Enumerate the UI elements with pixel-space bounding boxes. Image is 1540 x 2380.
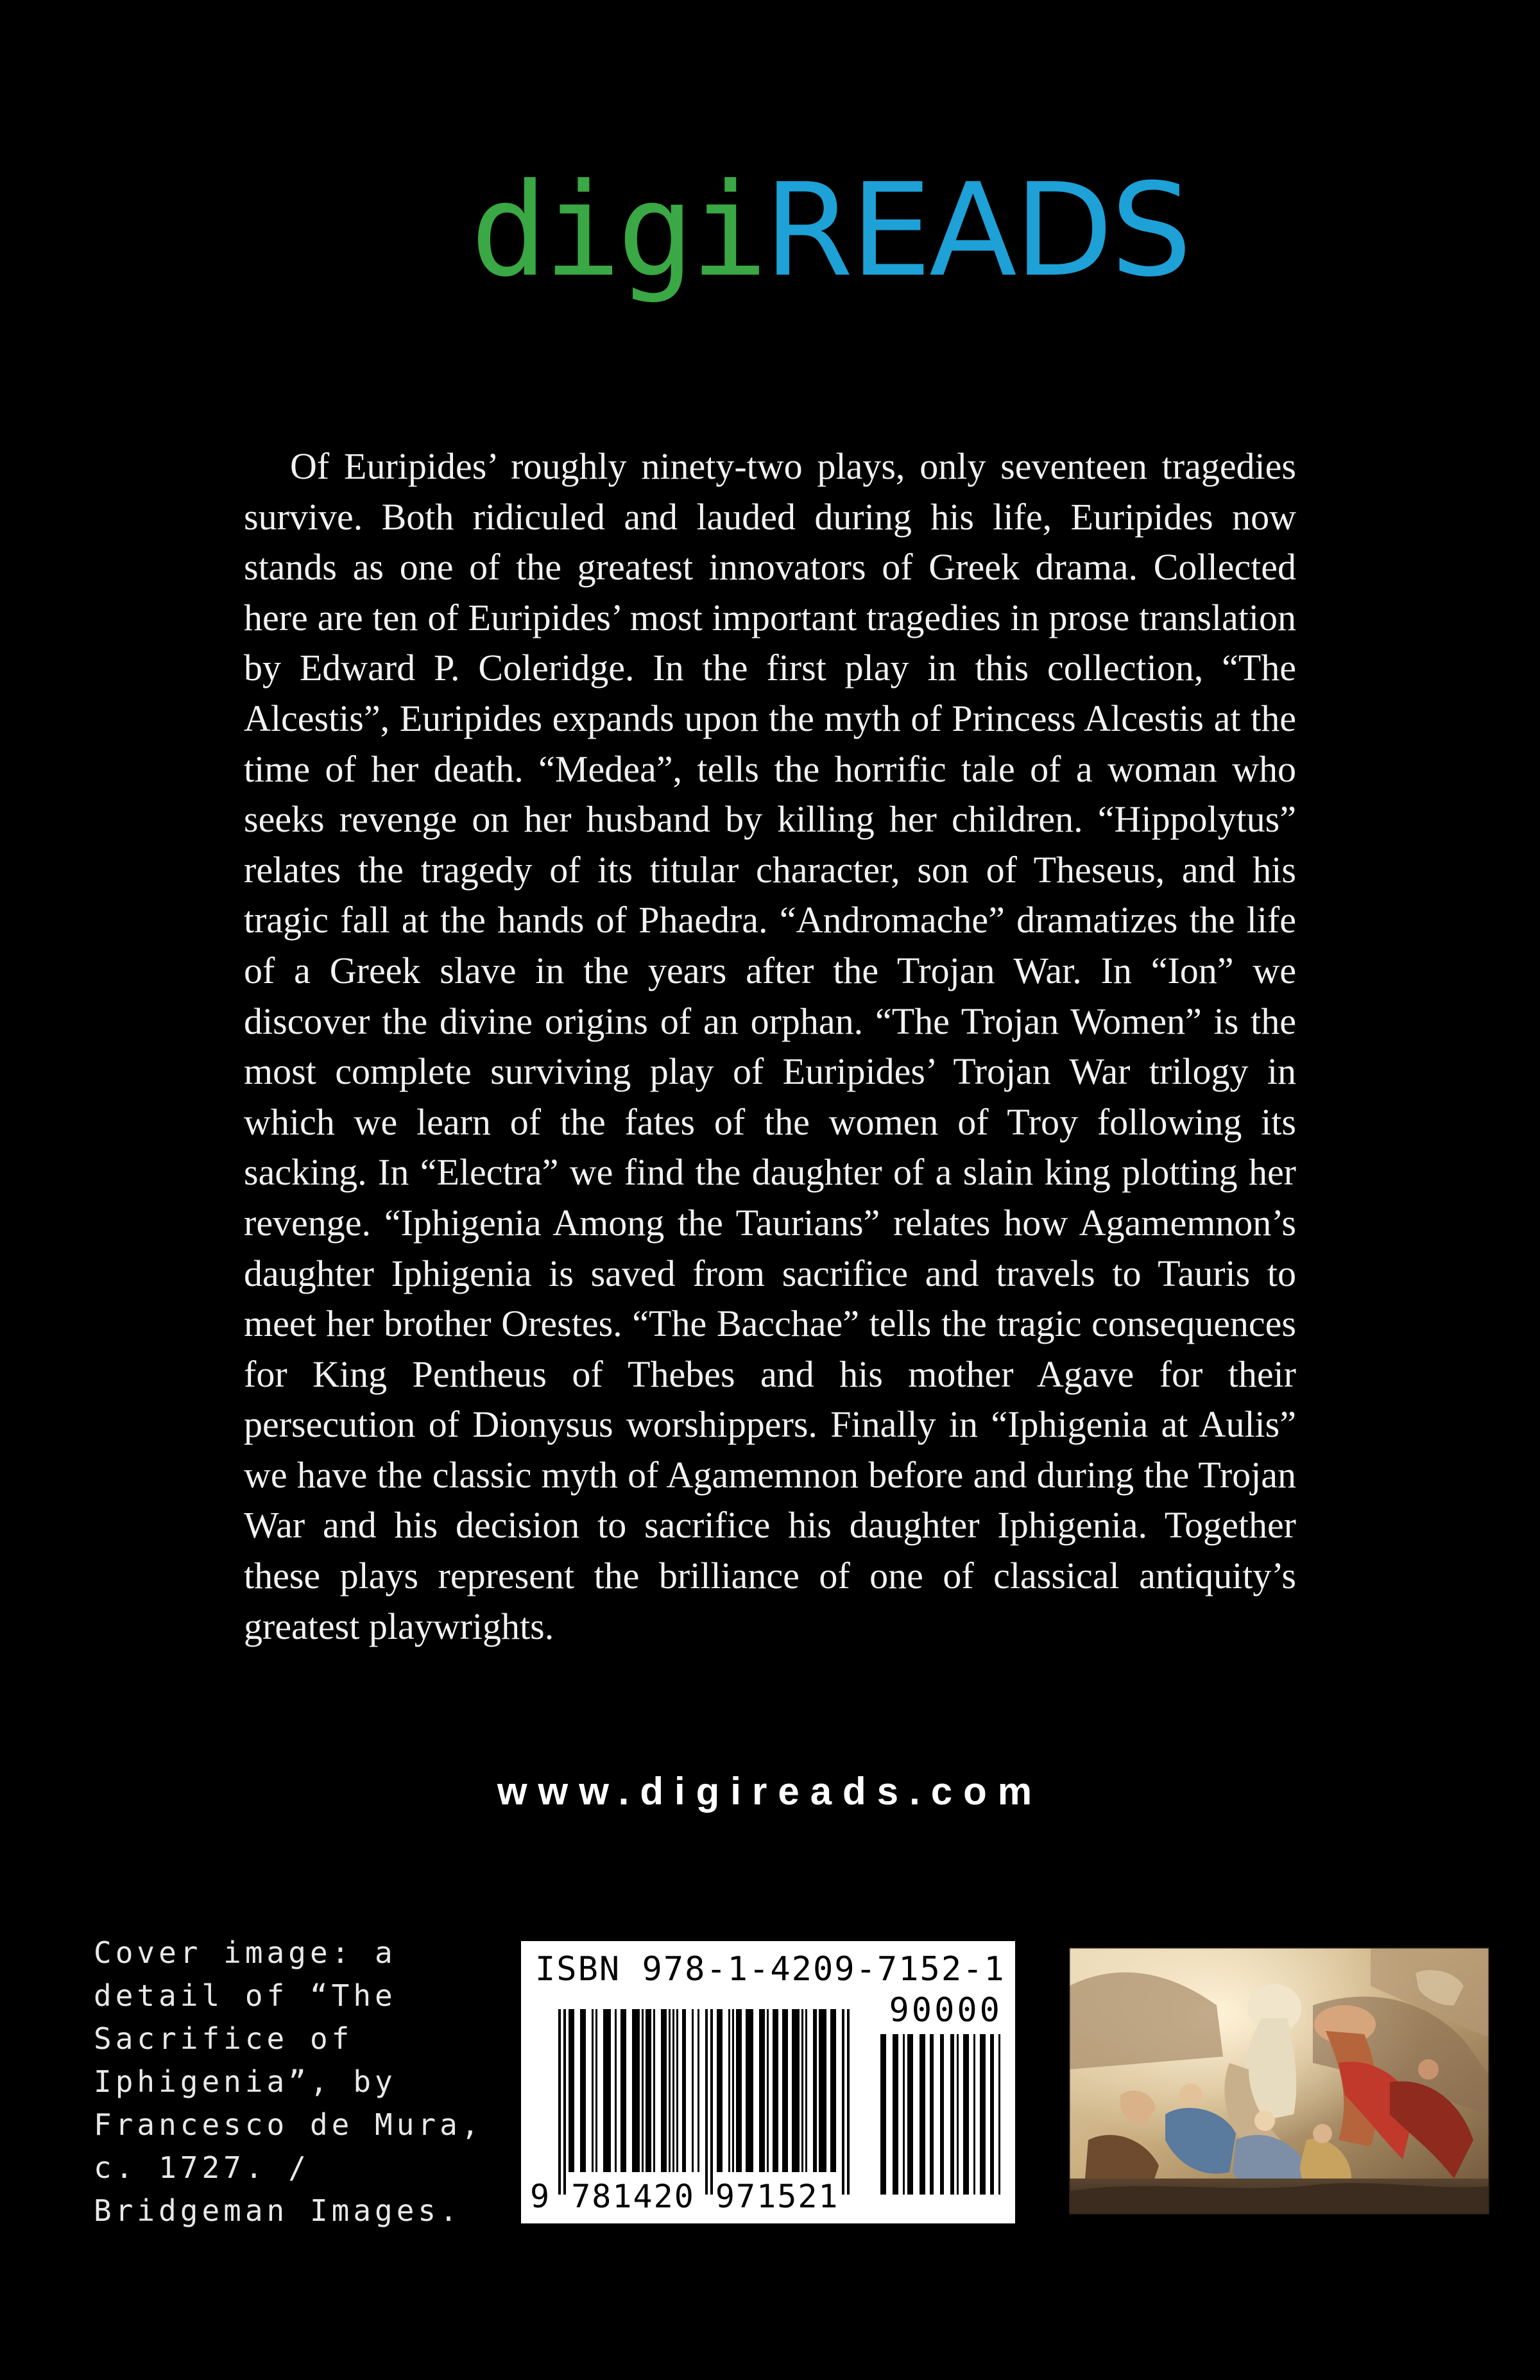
addon-bar bbox=[950, 2034, 954, 2195]
barcode-bar bbox=[705, 2009, 708, 2195]
barcode-bar bbox=[728, 2009, 730, 2172]
isbn-barcode bbox=[521, 1941, 1015, 2223]
logo-wordmark bbox=[470, 148, 1190, 316]
barcode-bar bbox=[661, 2009, 667, 2172]
price-code: 90000 bbox=[889, 1991, 1002, 2030]
barcode-bar bbox=[805, 2009, 807, 2172]
barcode-bar bbox=[580, 2009, 586, 2172]
barcode-bar bbox=[569, 2009, 574, 2172]
digireads-logo bbox=[470, 148, 1190, 314]
barcode-bar bbox=[710, 2009, 713, 2195]
addon-bar bbox=[930, 2034, 934, 2195]
barcode-bar bbox=[620, 2009, 626, 2172]
barcode-bar bbox=[717, 2009, 723, 2172]
barcode-bar bbox=[792, 2009, 800, 2172]
book-description: Of Euripides’ roughly ninety-two plays, only seventeen tragedies survive. Both ridiculed and lauded during his life, Euripides now stands as one of the greatest innovators of Greek drama. Collected here are ten of Euripides’ most important tragedies in prose translation by Edward P. Coleridge. In the first play in this collection, “The Alcestis”, Euripides expands upon the myth of Princess Alcestis at the time of her death. “Medea”, tells the horrific tale of a woman who seeks revenge on her husband by killing her children. “Hippolytus” relates the tragedy of its titular character, son of Theseus, and his tragic fall at the hands of Phaedra. “Andromache” dramatizes the life of a Greek slave in the years after the Trojan War. In “Ion” we discover the divine origins of an orphan. “The Trojan Women” is the most complete surviving play of Euripides’ Trojan War trilogy in which we learn of the fates of the women of Troy following its sacking. In “Electra” we find the daughter of a slain king plotting her revenge. “Iphigenia Among the Taurians” relates how Agamemnon’s daughter Iphigenia is saved from sacrifice and travels to Tauris to meet her brother Orestes. “The Bacchae” tells the tragic consequences for King Pentheus of Thebes and his mother Agave for their persecution of Dionysus worshippers. Finally in “Iphigenia at Aulis” we have the classic myth of Agamemnon before and during the Trojan War and his decision to sacrifice his daughter Iphigenia. Together these plays represent the brilliance of one of classical antiquity’s greatest playwrights. bbox=[244, 445, 1296, 1647]
painting-image bbox=[1069, 1948, 1489, 2214]
addon-bar bbox=[980, 2034, 986, 2195]
addon-bar bbox=[880, 2034, 886, 2195]
barcode-bar bbox=[697, 2009, 699, 2172]
barcode-bar bbox=[801, 2009, 803, 2172]
addon-bar bbox=[920, 2034, 925, 2195]
addon-bar bbox=[940, 2034, 944, 2195]
addon-bar bbox=[990, 2034, 994, 2195]
barcode-bar bbox=[830, 2009, 836, 2172]
barcode-bar bbox=[773, 2009, 778, 2172]
addon-bar bbox=[963, 2034, 969, 2195]
barcode-bar bbox=[603, 2009, 611, 2172]
barcode-bar bbox=[847, 2009, 850, 2195]
barcode-bar bbox=[563, 2009, 566, 2195]
website-url: www.digireads.com bbox=[497, 1770, 1043, 1813]
addon-bar bbox=[893, 2034, 898, 2195]
barcode-bar bbox=[767, 2009, 769, 2172]
addon-bar bbox=[903, 2034, 905, 2195]
painting-thumbnail bbox=[1069, 1948, 1489, 2214]
barcode-bar bbox=[736, 2009, 742, 2172]
isbn-number: ISBN 978-1-4209-7152-1 bbox=[535, 1950, 1005, 1989]
barcode-bar bbox=[819, 2009, 826, 2172]
addon-bar bbox=[973, 2034, 975, 2195]
barcode-bar bbox=[653, 2009, 655, 2172]
cover-image-credit: Cover image: a detail of “The Sacrifice of Iphigenia”, by Francesco de Mura, c. 1727. / Bridgeman Images. bbox=[94, 1935, 483, 2228]
barcode-bar bbox=[558, 2009, 561, 2195]
barcode-bar bbox=[746, 2009, 753, 2172]
barcode-bar bbox=[692, 2009, 694, 2172]
barcode-bar bbox=[732, 2009, 734, 2172]
barcode-bar bbox=[759, 2009, 765, 2172]
barcode-bar bbox=[676, 2009, 678, 2172]
barcode-bar bbox=[672, 2009, 674, 2172]
logo-reads: READS bbox=[764, 156, 1190, 305]
barcode-bar bbox=[669, 2009, 671, 2172]
addon-bar bbox=[957, 2034, 959, 2195]
barcode-bar bbox=[842, 2009, 844, 2195]
barcode-bar bbox=[642, 2009, 644, 2172]
barcode-bar bbox=[615, 2009, 617, 2172]
addon-bar bbox=[998, 2034, 1000, 2195]
barcode-bar bbox=[682, 2009, 686, 2172]
ean-digits: 9 781420 971521 bbox=[530, 2178, 839, 2215]
barcode-bar bbox=[813, 2009, 817, 2172]
logo-digi: digi bbox=[470, 156, 764, 305]
addon-bar bbox=[907, 2034, 913, 2195]
barcode-bar bbox=[632, 2009, 640, 2172]
barcode-bar bbox=[782, 2009, 788, 2172]
barcode-bar bbox=[592, 2009, 594, 2172]
barcode-bar bbox=[595, 2009, 597, 2172]
barcode-bar bbox=[646, 2009, 651, 2172]
